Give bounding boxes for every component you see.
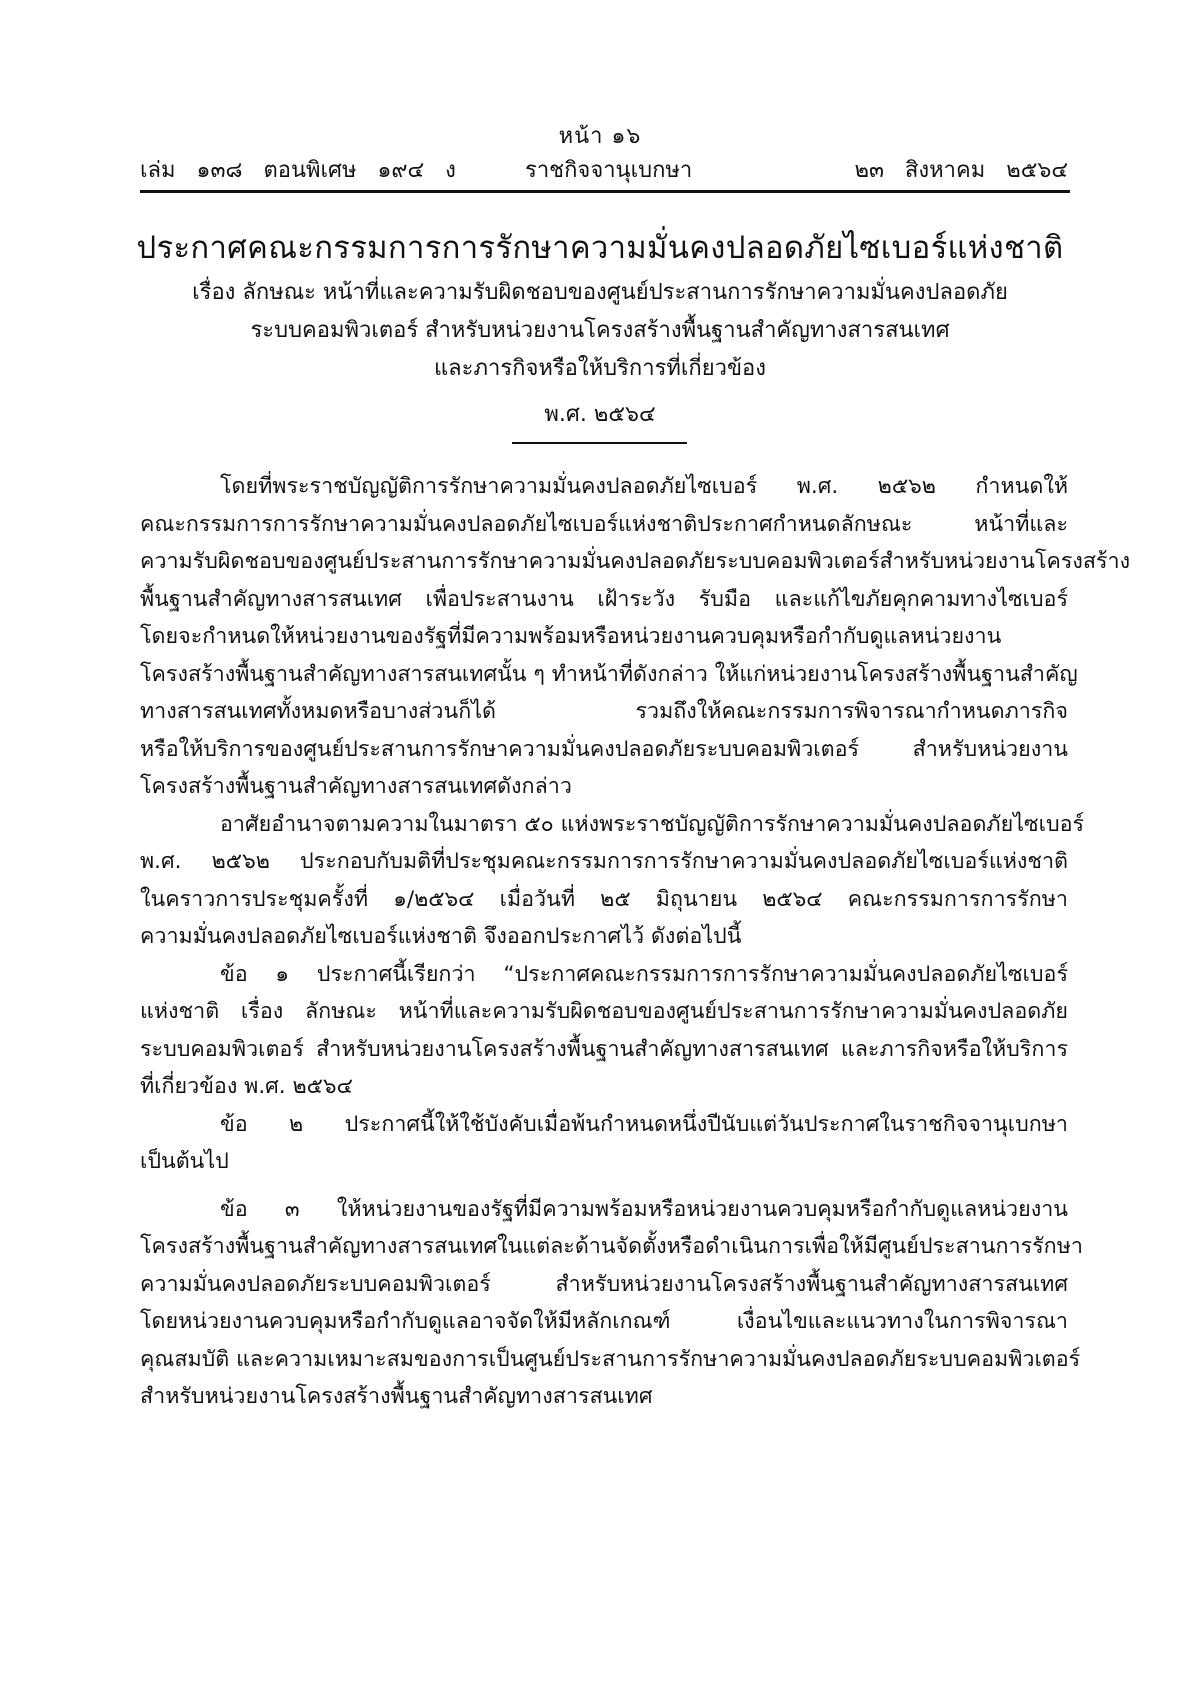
text-line: เป็นต้นไป	[140, 1149, 229, 1174]
subject-line-1: เรื่อง ลักษณะ หน้าที่และความรับผิดชอบของศูนย์ประสานการรักษาความมั่นคงปลอดภัย	[192, 280, 1008, 305]
paragraph-gap	[140, 1181, 1068, 1191]
subject-line-3: และภารกิจหรือให้บริการที่เกี่ยวข้อง	[434, 356, 766, 381]
clause-2	[140, 1106, 1068, 1181]
text-line: ในคราวการประชุมครั้งที่ ๑/๒๕๖๔ เมื่อวันที่ ๒๕ มิถุนายน ๒๕๖๔ คณะกรรมการการรักษา	[140, 886, 1068, 912]
announcement-title: ประกาศคณะกรรมการการรักษาความมั่นคงปลอดภัยไซเบอร์แห่งชาติ	[136, 230, 1064, 266]
gazette-publication-name: ราชกิจจานุเบกษา	[525, 158, 693, 183]
gazette-volume-issue: เล่ม ๑๓๘ ตอนพิเศษ ๑๙๔ ง	[140, 158, 456, 183]
text-line: ข้อ ๓ ให้หน่วยงานของรัฐที่มีความพร้อมหรือหน่วยงานควบคุมหรือกำกับดูแลหน่วยงาน	[220, 1196, 1068, 1222]
clause-1	[140, 956, 1068, 1106]
text-line: คณะกรรมการการรักษาความมั่นคงปลอดภัยไซเบอร์แห่งชาติประกาศกำหนดลักษณะ หน้าที่และ	[140, 511, 1068, 537]
page-number: หน้า ๑๖	[558, 124, 642, 149]
text-line: อาศัยอำนาจตามความในมาตรา ๕๐ แห่งพระราชบัญญัติการรักษาความมั่นคงปลอดภัยไซเบอร์	[220, 811, 1085, 837]
text-line: ข้อ ๑ ประกาศนี้เรียกว่า “ประกาศคณะกรรมการการรักษาความมั่นคงปลอดภัยไซเบอร์	[220, 961, 1068, 987]
text-line: ความรับผิดชอบของศูนย์ประสานการรักษาความมั่นคงปลอดภัยระบบคอมพิวเตอร์สำหรับหน่วยงานโครงสร้าง	[140, 549, 1131, 574]
text-line: ทางสารสนเทศทั้งหมดหรือบางส่วนก็ได้ รวมถึงให้คณะกรรมการพิจารณากำหนดภารกิจ	[140, 699, 1068, 724]
title-divider	[512, 442, 687, 444]
text-line: พื้นฐานสำคัญทางสารสนเทศ เพื่อประสานงาน เฝ้าระวัง รับมือ และแก้ไขภัยคุกคามทางไซเบอร์	[140, 586, 1068, 612]
text-line: หรือให้บริการของศูนย์ประสานการรักษาความมั่นคงปลอดภัยระบบคอมพิวเตอร์ สำหรับหน่วยงาน	[140, 736, 1068, 762]
text-line: ระบบคอมพิวเตอร์ สำหรับหน่วยงานโครงสร้างพื้นฐานสำคัญทางสารสนเทศ และภารกิจหรือให้บริการ	[140, 1036, 1068, 1062]
text-line: ข้อ ๒ ประกาศนี้ให้ใช้บังคับเมื่อพ้นกำหนดหนึ่งปีนับแต่วันประกาศในราชกิจจานุเบกษา	[220, 1111, 1068, 1137]
text-line: โดยหน่วยงานควบคุมหรือกำกับดูแลอาจจัดให้มีหลักเกณฑ์ เงื่อนไขและแนวทางในการพิจารณา	[140, 1309, 1068, 1334]
gazette-date: ๒๓ สิงหาคม ๒๕๖๔	[854, 158, 1068, 183]
clause-3	[140, 1191, 1083, 1416]
text-line: แห่งชาติ เรื่อง ลักษณะ หน้าที่และความรับผิดชอบของศูนย์ประสานการรักษาความมั่นคงปลอดภัย	[140, 999, 1068, 1024]
text-line: โครงสร้างพื้นฐานสำคัญทางสารสนเทศนั้น ๆ ทำหน้าที่ดังกล่าว ให้แก่หน่วยงานโครงสร้างพื้นฐานสำคัญ	[140, 661, 1078, 687]
gazette-header	[140, 152, 1068, 186]
subject-line-2: ระบบคอมพิวเตอร์ สำหรับหน่วยงานโครงสร้างพื้นฐานสำคัญทางสารสนเทศ	[250, 318, 950, 343]
text-line: ความมั่นคงปลอดภัยไซเบอร์แห่งชาติ จึงออกประกาศไว้ ดังต่อไปนี้	[140, 924, 742, 949]
text-line: โดยจะกำหนดให้หน่วยงานของรัฐที่มีความพร้อมหรือหน่วยงานควบคุมหรือกำกับดูแลหน่วยงาน	[140, 624, 1002, 649]
text-line: คุณสมบัติ และความเหมาะสมของการเป็นศูนย์ประสานการรักษาความมั่นคงปลอดภัยระบบคอมพิวเตอร์	[140, 1346, 1081, 1372]
text-line: โครงสร้างพื้นฐานสำคัญทางสารสนเทศดังกล่าว	[140, 774, 572, 799]
text-line: โดยที่พระราชบัญญัติการรักษาความมั่นคงปลอดภัยไซเบอร์ พ.ศ. ๒๕๖๒ กำหนดให้	[220, 474, 1068, 499]
header-divider	[140, 190, 1070, 193]
text-line: พ.ศ. ๒๕๖๒ ประกอบกับมติที่ประชุมคณะกรรมการการรักษาความมั่นคงปลอดภัยไซเบอร์แห่งชาติ	[140, 849, 1068, 874]
paragraph-authority	[140, 806, 1085, 956]
announcement-year: พ.ศ. ๒๕๖๔	[544, 402, 656, 427]
text-line: ที่เกี่ยวข้อง พ.ศ. ๒๕๖๔	[140, 1074, 353, 1099]
document-body	[140, 468, 1131, 1416]
text-line: ความมั่นคงปลอดภัยระบบคอมพิวเตอร์ สำหรับหน่วยงานโครงสร้างพื้นฐานสำคัญทางสารสนเทศ	[140, 1271, 1068, 1297]
text-line: สำหรับหน่วยงานโครงสร้างพื้นฐานสำคัญทางสารสนเทศ	[140, 1384, 653, 1409]
text-line: โครงสร้างพื้นฐานสำคัญทางสารสนเทศในแต่ละด้านจัดตั้งหรือดำเนินการเพื่อให้มีศูนย์ประสานการรักษา	[140, 1234, 1083, 1259]
paragraph-preamble	[140, 468, 1131, 806]
